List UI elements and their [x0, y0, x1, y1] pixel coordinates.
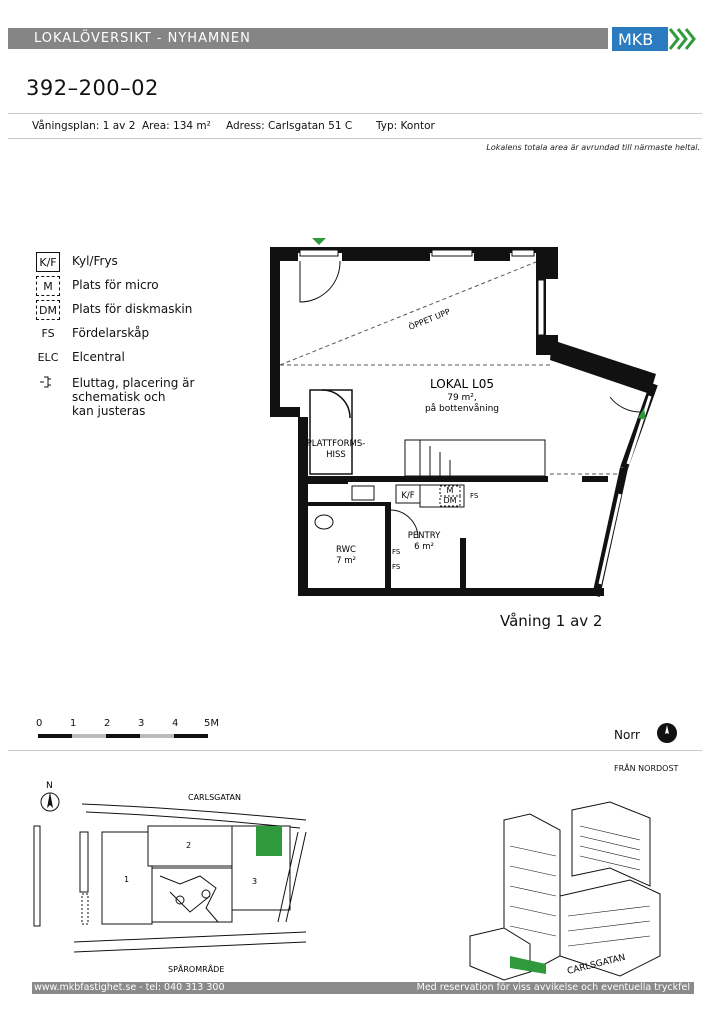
header-title: LOKALÖVERSIKT - NYHAMNEN	[34, 31, 251, 46]
pentry-label: PENTRY	[407, 531, 441, 541]
outlet-icon	[36, 372, 60, 392]
legend-label: Eluttag, placering är	[72, 376, 195, 390]
scale-tick: 2	[104, 718, 111, 729]
iso-view	[460, 796, 690, 981]
iso-street: CARLSGATAN	[566, 952, 627, 977]
legend-label: schematisk och	[72, 390, 166, 404]
legend-code: K/F	[36, 252, 60, 272]
scale-tick: 0	[36, 718, 43, 729]
scale-bar	[36, 718, 226, 748]
dm-label: DM	[443, 496, 457, 505]
rwc-label: RWC	[336, 545, 356, 555]
unit-id: 392–200–02	[26, 76, 159, 100]
info-floor: Våningsplan: 1 av 2	[32, 120, 136, 132]
legend-code: DM	[36, 300, 60, 320]
site-street-top: CARLSGATAN	[188, 793, 241, 802]
iso-caption: FRÅN NORDOST	[614, 764, 679, 773]
kf-label: K/F	[401, 491, 415, 501]
site-building-1: 1	[124, 875, 130, 884]
north-label: Norr	[614, 728, 640, 742]
legend-label: Elcentral	[72, 350, 125, 364]
lift-label-2: HISS	[326, 450, 346, 460]
fs-label: FS	[392, 548, 401, 556]
site-building-2: 2	[186, 841, 192, 850]
legend-label: Plats för diskmaskin	[72, 302, 193, 316]
mkb-logo	[612, 27, 702, 51]
legend-code: ELC	[37, 351, 59, 364]
scale-tick: 4	[172, 718, 179, 729]
legend-label: Fördelarskåp	[72, 326, 150, 340]
m-label: M	[446, 486, 454, 495]
fs-label: FS	[392, 563, 401, 571]
fs-label: FS	[470, 492, 479, 500]
pentry-area: 6 m²	[414, 542, 434, 552]
lift-label: PLATTFORMS-	[306, 439, 366, 449]
scale-tick: 5M	[204, 718, 219, 729]
footer	[32, 982, 694, 994]
area-note: Lokalens totala area är avrundad till närmaste heltal.	[486, 143, 700, 152]
footer-contact: www.mkbfastighet.se - tel: 040 313 300	[34, 982, 225, 993]
info-area: Area: 134 m²	[142, 120, 211, 132]
room-main-sub: på bottenvåning	[424, 404, 500, 414]
info-type: Typ: Kontor	[376, 120, 435, 132]
divider	[8, 113, 702, 114]
info-address: Adress: Carlsgatan 51 C	[226, 120, 353, 132]
legend-label: Kyl/Frys	[72, 254, 118, 268]
divider	[8, 138, 702, 139]
legend-label: kan justeras	[72, 404, 146, 418]
site-building-3: 3	[252, 877, 258, 886]
scale-tick: 3	[138, 718, 145, 729]
header-bar	[8, 28, 608, 49]
scale-tick: 1	[70, 718, 77, 729]
site-plan	[30, 772, 320, 977]
site-street-bottom: SPÅROMRÅDE	[168, 965, 225, 974]
logo-text: MKB	[618, 30, 654, 49]
floor-label: Våning 1 av 2	[500, 612, 603, 630]
room-main-area: 79 m²,	[447, 393, 477, 403]
rwc-area: 7 m²	[336, 556, 356, 566]
compass-icon	[656, 722, 678, 744]
legend-code: M	[36, 276, 60, 296]
divider	[8, 750, 702, 751]
legend-code: FS	[41, 327, 55, 340]
legend-label: Plats för micro	[72, 278, 159, 292]
entrance-marker	[312, 238, 326, 245]
floor-plan	[260, 232, 670, 604]
footer-disclaimer: Med reservation för viss avvikelse och eventuella tryckfel	[416, 982, 690, 993]
site-north: N	[46, 781, 53, 791]
room-main-name: LOKAL L05	[429, 377, 495, 391]
stair-label: ÖPPET UPP	[407, 307, 452, 332]
